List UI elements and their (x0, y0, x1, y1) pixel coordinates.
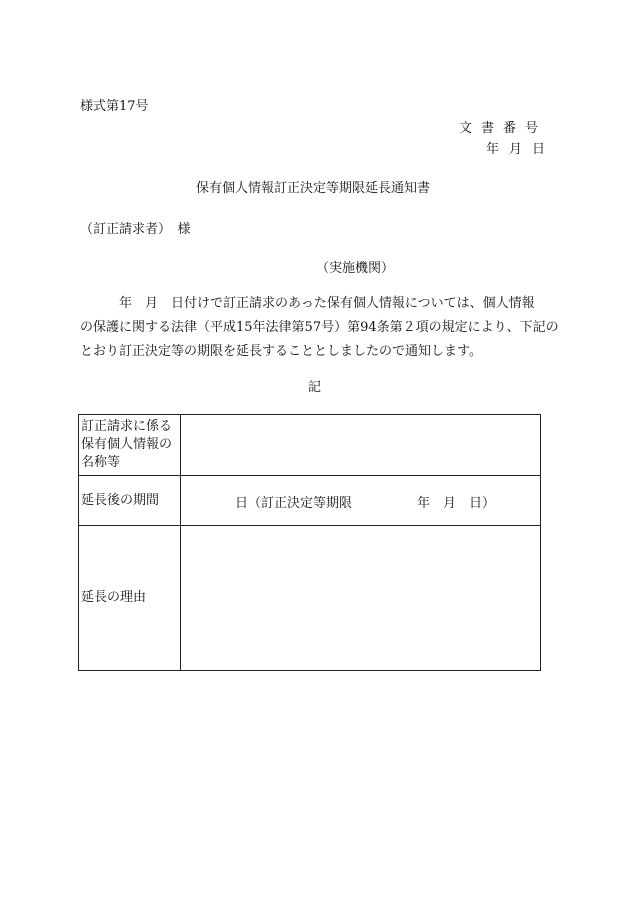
target-info-label-line-1: 訂正請求に係る (81, 419, 173, 434)
form-number: 様式第17号 (80, 99, 149, 114)
target-info-label-cell (79, 415, 181, 476)
extension-reason-value-cell (181, 526, 541, 671)
extension-reason-label: 延長の理由 (79, 526, 181, 671)
table-row (79, 476, 541, 526)
target-info-value-cell (181, 415, 541, 476)
body-line-1: 年 月 日付けで訂正請求のあった保有個人情報については、個人情報 (119, 296, 535, 311)
body-line-2: の保護に関する法律（平成15年法律第57号）第94条第２項の規定により、下記の (80, 320, 559, 335)
document-title: 保有個人情報訂正決定等期限延長通知書 (196, 181, 431, 196)
body-line-3: とおり訂正決定等の期限を延長することとしましたので通知します。 (80, 344, 482, 359)
extended-period-value: 日（訂正決定等期限 年 月 日） (235, 496, 496, 511)
extended-period-value-cell (181, 476, 541, 526)
target-info-label-line-2: 保有個人情報の (81, 437, 173, 452)
details-table (78, 414, 541, 671)
table-row (79, 526, 541, 671)
notice-body (80, 292, 559, 364)
table-row (79, 415, 541, 476)
issuing-agency: （実施機関） (316, 261, 395, 276)
ki-heading: 記 (308, 380, 322, 395)
document-number-label: 文書番号 (459, 121, 548, 136)
extended-period-label: 延長後の期間 (79, 476, 181, 526)
recipient-line: （訂正請求者） 様 (80, 222, 191, 237)
document-date-label: 年月日 (486, 142, 556, 157)
target-info-label-line-3: 名称等 (81, 455, 121, 470)
